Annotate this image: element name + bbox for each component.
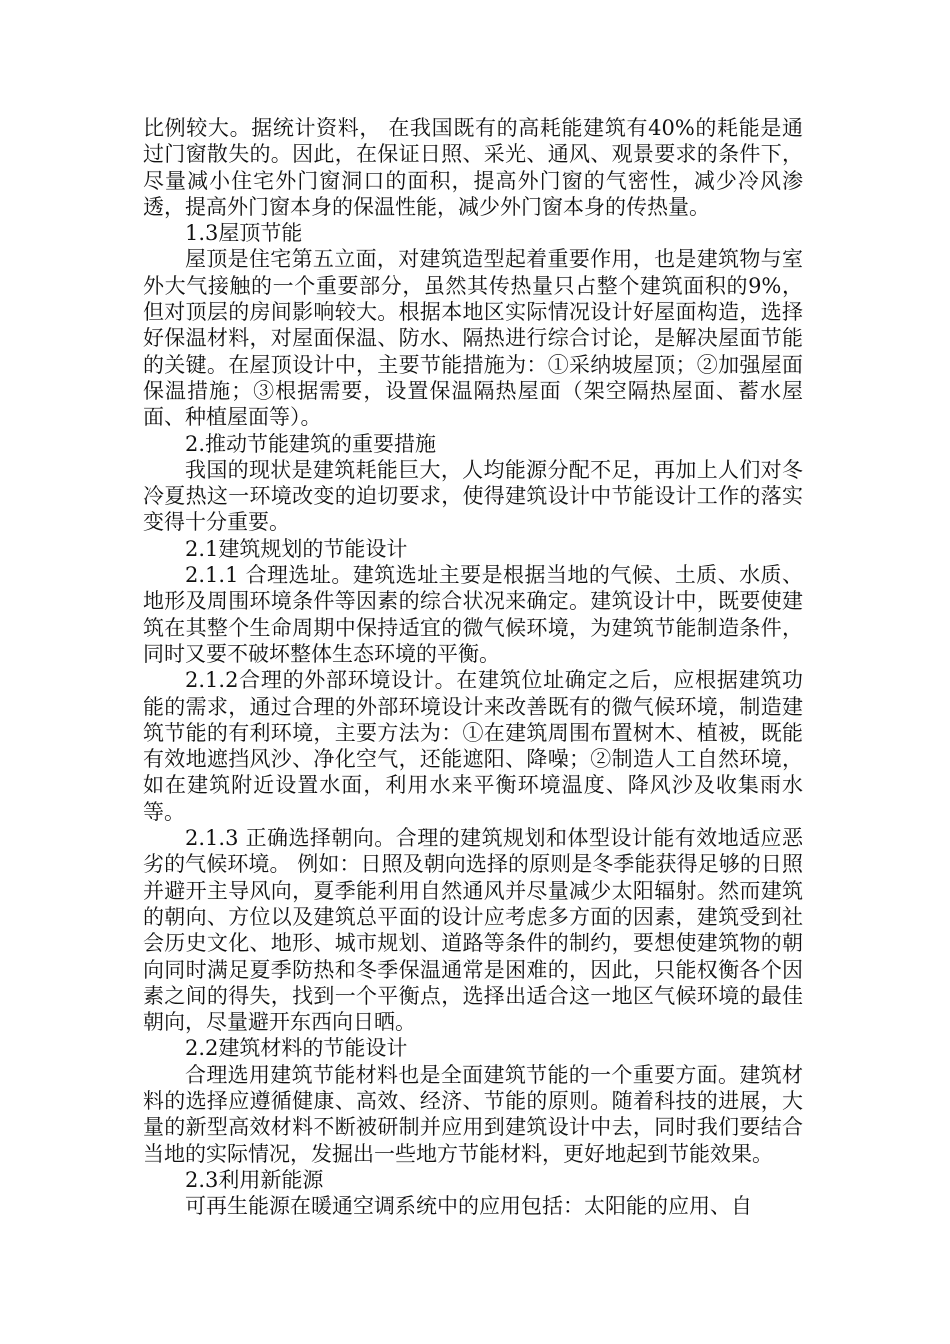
paragraph-2-1-3-orientation: 2.1.3 正确选择朝向。合理的建筑规划和体型设计能有效地适应恶劣的气候环境。 例如：日照及朝向选择的原则是冬季能获得足够的日照并避开主导风向，夏季能利用自然通风并尽量减少太阳辐射。然而建筑的朝向、方位以及建筑总平面的设计应考虑多方面的因素，建筑受到社会历史文化、地形、城市规划、道路等条件的制约，要想使建筑物的朝向同时满足夏季防热和冬季保温通常是困难的，因此，只能权衡各个因素之间的得失，找到一个平衡点，选择出适合这一地区气候环境的最佳朝向，尽量避开东西向日晒。 — [143, 826, 803, 1035]
document-page — [143, 115, 803, 1219]
paragraph-window-energy: 比例较大。据统计资料， 在我国既有的高耗能建筑有40%的耗能是通过门窗散失的。因此，在保证日照、采光、通风、观景要求的条件下，尽量减小住宅外门窗洞口的面积，提高外门窗的气密性，减少冷风渗透，提高外门窗本身的保温性能，减少外门窗本身的传热量。 — [143, 116, 803, 219]
paragraph-current-status: 我国的现状是建筑耗能巨大，人均能源分配不足，再加上人们对冬冷夏热这一环境改变的迫切要求，使得建筑设计中节能设计工作的落实变得十分重要。 — [143, 457, 803, 535]
paragraph-2-1-2-environment: 2.1.2合理的外部环境设计。在建筑位址确定之后，应根据建筑功能的需求，通过合理的外部环境设计来改善既有的微气候环境，制造建筑节能的有利环境，主要方法为：①在建筑周围布置树木、植被，既能有效地遮挡风沙、净化空气，还能遮阳、降噪；②制造人工自然环境，如在建筑附近设置水面，利用水来平衡环境温度、降风沙及收集雨水等。 — [143, 668, 803, 824]
heading-2-1-planning: 2.1建筑规划的节能设计 — [185, 536, 408, 561]
paragraph-renewable: 可再生能源在暖通空调系统中的应用包括：太阳能的应用、自 — [185, 1194, 752, 1219]
paragraph-materials: 合理选用建筑节能材料也是全面建筑节能的一个重要方面。建筑材料的选择应遵循健康、高效、经济、节能的原则。随着科技的进展，大量的新型高效材料不断被研制并应用到建筑设计中去，同时我们要结合当地的实际情况，发掘出一些地方节能材料，更好地起到节能效果。 — [143, 1062, 803, 1166]
heading-2-measures: 2.推动节能建筑的重要措施 — [185, 431, 437, 456]
paragraph-2-1-1-site: 2.1.1 合理选址。建筑选址主要是根据当地的气候、土质、水质、地形及周围环境条件等因素的综合状况来确定。建筑设计中，既要使建筑在其整个生命周期中保持适宜的微气候环境，为建筑节能制造条件， 同时又要不破坏整体生态环境的平衡。 — [143, 563, 803, 666]
heading-1-3-roof: 1.3屋顶节能 — [185, 221, 303, 246]
paragraph-roof: 屋顶是住宅第五立面，对建筑造型起着重要作用，也是建筑物与室外大气接触的一个重要部分，虽然其传热量只占整个建筑面积的9%，但对顶层的房间影响较大。根据本地区实际情况设计好屋面构造，选择好保温材料，对屋面保温、防水、隔热进行综合讨论，是解决屋面节能的关键。在屋顶设计中，主要节能措施为：①采纳坡屋顶；②加强屋面保温措施；③根据需要，设置保温隔热屋面（架空隔热屋面、蓄水屋面、种植屋面等）。 — [143, 247, 803, 430]
heading-2-3-new-energy: 2.3利用新能源 — [185, 1167, 324, 1192]
heading-2-2-materials: 2.2建筑材料的节能设计 — [185, 1036, 408, 1061]
